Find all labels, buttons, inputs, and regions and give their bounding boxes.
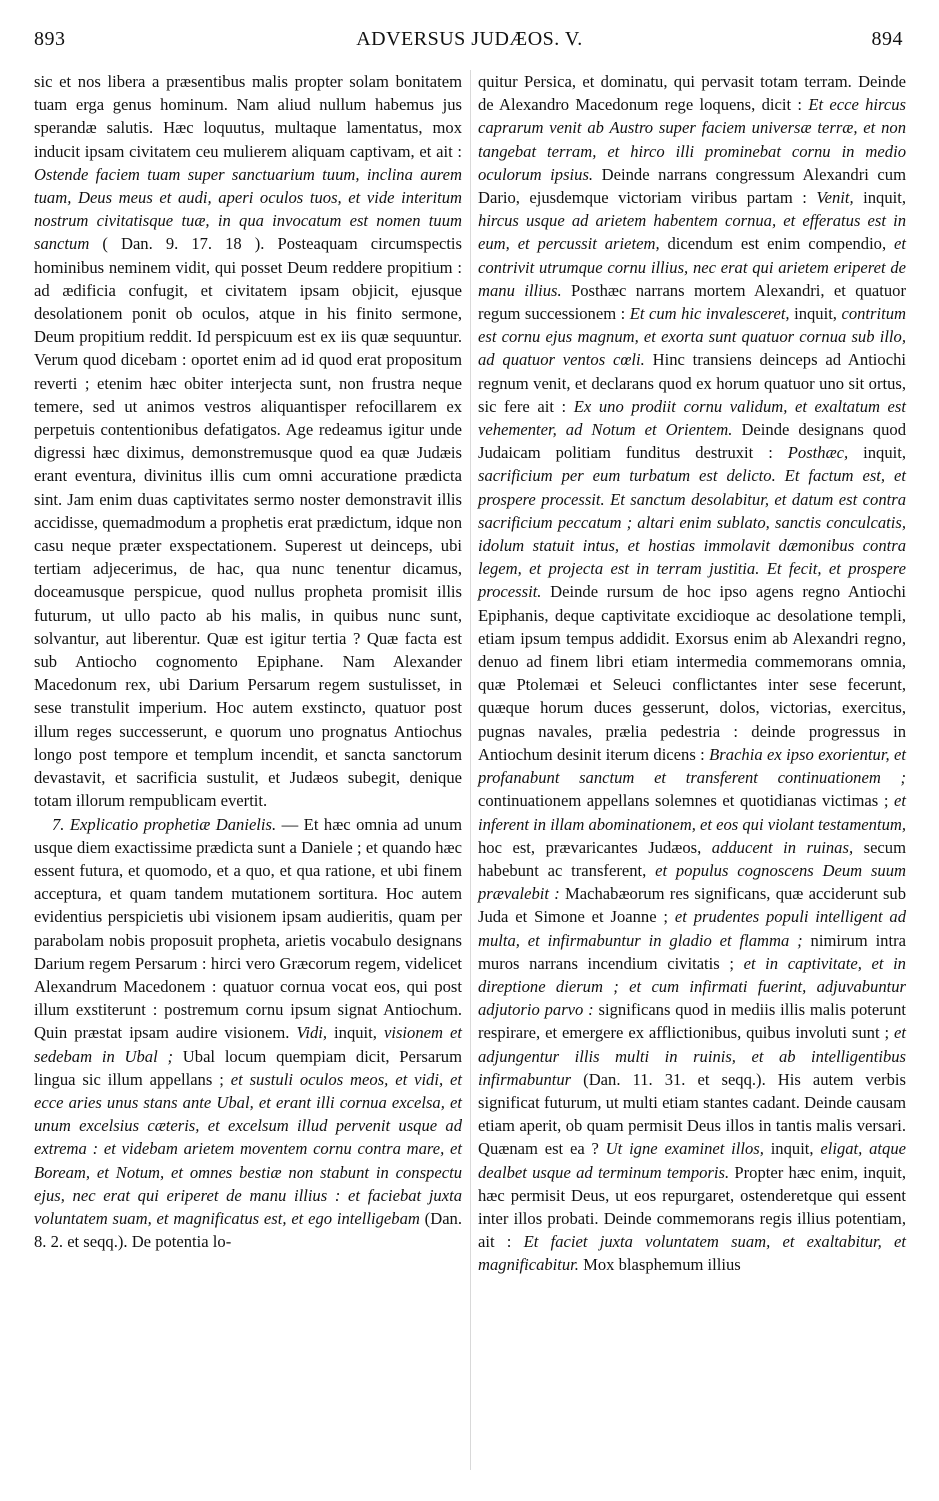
page-number-left: 893 — [34, 28, 66, 50]
italic-text: adducent in ruinas, — [711, 837, 854, 857]
body-text: — Et hæc omnia ad unum usque diem exactissime prædicta sunt a Daniele ; et quando hæc essent futura, et quomodo, et a quo, et qua ratione, et ubi finem acceptura, et quam tandem mutationem sortitura. Hoc autem evidentius perspicietis ubi visionem ipsam audieritis, quam per parabolam nobis proposuit propheta, arietis vocabulo designans Darium regem Persarum : hirci vero Græcorum regem, videlicet Alexandrum Macedonem : quatuor cornua vocat eos, qui post illum exstiterunt : postremum cornu ipsum signat Antiochum. Quin præstat ipsam audire visionem. — [34, 814, 462, 1043]
body-text: (Dan. 11. 31. et seqq.). His autem verbis significat futurum, ut multi etiam stantes cadant. Deinde causam etiam aperit, ob quam permisit Deus illos in tantis malis versari. Quænam est ea ? — [478, 1069, 906, 1159]
body-text: Hinc transiens deinceps ad Antiochi regnum venit, et declarans quod ex horum quatuor uno sit ortus, sic fere ait : — [478, 350, 906, 416]
body-text: sic et nos libera a præsentibus malis propter solam bonitatem tuam erga genus hominum. Nam aliud nullum habemus jus sperandæ salutis. Hæc loquutus, multaque lamentatus, mox inducit ipsam civitatem ceu mulierem aliquam captivam, et ait : — [34, 72, 462, 161]
italic-text: et contrivit utrumque cornu illius, nec erat qui arietem eriperet de manu illius. — [478, 234, 907, 300]
body-text: inquit, — [789, 304, 842, 324]
body-text: inquit, — [763, 1139, 821, 1159]
italic-text: Ostende faciem tuam super sanctuarium tuum, inclina aurem tuam, Deus meus et audi, aperi oculos tuos, et vide interitum nostrum civitatisque tuæ, in qua invocatum est nomen tuum sanctum — [34, 164, 462, 254]
body-text: inquit, — [327, 1023, 384, 1043]
body-text: inquit, — [848, 443, 906, 463]
body-text: Mox blasphemum illius — [578, 1255, 741, 1275]
italic-text: Ut igne examinet illos, — [605, 1139, 764, 1159]
left-column — [34, 70, 462, 1253]
italic-text: et sustuli oculos meos, et vidi, et ecce aries unus stans ante Ubal, et erant illi cornua excelsa, et unum excelsius cæteris, et excelsum illud pervenit usque ad extrema : et videbam arietem moventem cornu contra mare, et Boream, et Notum, et omnes bestiæ non stabunt in conspectu ejus, nec erat qui eriperet de manu illius : et faciebat juxta voluntatem suam, et magnificatus est, et ego intelligebam — [34, 1069, 462, 1228]
italic-text: et in captivitate, et in direptione dierum ; et cum infirmati fuerint, adjuvabuntur adjutorio parvo : — [478, 953, 906, 1020]
body-text: Ubal locum quempiam dicit, Persarum lingua sic illum appellans ; — [34, 1046, 462, 1089]
italic-text: et inferent in illam abominationem, et eos qui violant testamentum, — [478, 791, 907, 834]
italic-text: contritum est cornu ejus magnum, et exorta sunt quatuor cornua sub illo, ad quatuor ventos cœli. — [478, 304, 906, 370]
italic-text: et prudentes populi intelligent ad multa, et infirmabuntur in gladio et flamma ; — [478, 907, 907, 950]
body-text: Deinde rursum de hoc ipso agens regno Antiochi Epiphanis, deque captivitate excidioque ac desolatione templi, etiam ipsum tempus addidit. Exorsus enim ab Alexandri regno, denuo ad finem libri etiam intermedia commemorans omnia, quæ Ptolemæi et Seleuci conflictantes inter sese fecerunt, quæque horum duces gesserunt, dolos, victorias, exercitus, pugnas navales, prælia pedestria : deinde progressus in Antiochum desinit iterum dicens : — [478, 582, 906, 764]
page-number-right: 894 — [871, 28, 903, 50]
body-text: quitur Persica, et dominatu, qui pervasit totam terram. Deinde de Alexandro Macedonum rege loquens, dicit : — [478, 72, 906, 115]
paragraph — [34, 813, 462, 1254]
italic-text: et adjungentur illis multi in ruinis, et ab intelligentibus infirmabuntur — [478, 1023, 906, 1089]
column-divider — [470, 70, 471, 1470]
running-title: ADVERSUS JUDÆOS. V. — [356, 28, 583, 50]
body-text: Propter hæc enim, inquit, hæc permisit Deus, ut eos repurgaret, ostenderetque qui essent inter illos probati. Deinde commemorans regis illius potentiam, ait : — [478, 1162, 907, 1252]
italic-text: Et faciet juxta voluntatem suam, et exaltabitur, et magnificabitur. — [478, 1232, 906, 1275]
body-text: significans quod in mediis illis malis poterunt respirare, et emergere ex afflictionibus, quibus involuti sunt ; — [478, 1000, 906, 1043]
italic-text: Venit, — [816, 188, 854, 208]
italic-text: et populus cognoscens Deum suum prævalebit : — [478, 860, 907, 904]
italic-text: Et cum hic invalesceret, — [629, 304, 790, 324]
body-text: (Dan. 8. 2. et seqq.). De potentia lo- — [34, 1208, 463, 1252]
paragraph — [478, 70, 906, 1277]
italic-text: Posthæc, — [787, 443, 849, 463]
body-text: Deinde designans quod Judaicam politiam funditus destruxit : — [478, 420, 906, 463]
right-column — [478, 70, 906, 1277]
body-text: nimirum intra muros narrans incendium civitatis ; — [478, 930, 906, 973]
body-text: secum habebunt ac transferent, — [478, 837, 906, 880]
body-text: Deinde narrans congressum Alexandri cum Dario, ejusdemque victoriam viribus partam : — [478, 164, 907, 208]
body-text: continuationem appellans solemnes et quotidianas victimas ; — [478, 791, 895, 811]
body-text: ( Dan. 9. 17. 18 ). Posteaquam circumspectis hominibus neminem vidit, qui posset Deum reddere propitium : ad ædificia confugit, et civitatem ipsam objicit, ejusque desolationem ponit ob oculos, atque in his finito sermone, Deum propitium reddit. Id perspicuum est ex iis quæ sequuntur. Verum quod dicebam : oportet enim ad id quod erat propositum reverti ; etenim hæc obiter interjecta sunt, non frustra neque temere, sed ut animos vestros aliquantisper refocillarem ex perpetuis contentionibus defatigatos. Age redeamus igitur unde digressi hæc diximus, demonstremusque quod ea quæ Judæis erant eventura, divinitus illis cum omni accuratione prædicta sint. Jam enim duas captivitates sermo noster demonstravit illis accidisse, quemadmodum a prophetis erat prædictum, idque non casu neque præter exspectationem. Superest ut deinceps, ubi tertiam adjecerimus, de hac, qua nunc tenentur dicamus, doceamusque perspicue, quod nullus propheta promisit illis futurum, ut ullo pacto ab his malis, in quibus nunc sunt, solvantur, aut liberentur. Quæ est igitur tertia ? Quæ facta est sub Antiocho cognomento Epiphane. Nam Alexander Macedonum rex, ubi Darium Persarum regem sustulisset, in sese transtulit imperium. Hoc autem exstincto, quatuor post illum reges successerunt, e quorum uno prognatus Antiochus longo post tempore et templum incendit, et sancta sanctorum devastavit, et sacrificia sustulit, et Judæos subegit, denique totam illorum rempublicam evertit. — [34, 234, 462, 811]
body-text: hoc est, prævaricantes Judæos, — [478, 837, 712, 857]
italic-text: eligat, atque dealbet usque ad terminum temporis. — [478, 1139, 906, 1182]
italic-text: 7. Explicatio prophetiæ Danielis. — [52, 814, 277, 834]
body-text: Machabæorum res significans, quæ acciderunt sub Juda et Simone et Joanne ; — [478, 884, 906, 927]
page-header — [30, 28, 909, 64]
italic-text: Vidi, — [296, 1023, 328, 1043]
italic-text: visionem et sedebam in Ubal ; — [34, 1023, 462, 1066]
italic-text: sacrificium per eum turbatum est delicto. Et factum est, et prospere processit. Et sanctum desolabitur, et datum est contra sacrificium peccatum ; altari enim sublato, sanctis conculcatis, idolum statuit intus, et hostias immolavit dæmonibus contra legem, et projecta est in terram justitia. Et fecit, et prospere processit. — [478, 466, 906, 602]
body-text: Posthæc narrans mortem Alexandri, et quatuor regum successionem : — [478, 280, 906, 324]
italic-text: Et ecce hircus caprarum venit ab Austro super faciem universæ terræ, et non tangebat terram, et hirco illi prominebat cornu in medio oculorum ipsius. — [478, 95, 907, 184]
italic-text: Ex uno prodiit cornu validum, et exaltatum est vehementer, ad Notum et Orientem. — [478, 396, 906, 440]
body-text: dicendum est enim compendio, — [659, 234, 895, 254]
body-text: inquit, — [853, 188, 906, 208]
italic-text: Brachia ex ipso exorientur, et profanabunt sanctum et transferent continuationem ; — [478, 744, 906, 788]
italic-text: hircus usque ad arietem habentem cornua, et efferatus est in eum, et percussit arietem, — [478, 211, 906, 254]
paragraph — [34, 70, 462, 813]
